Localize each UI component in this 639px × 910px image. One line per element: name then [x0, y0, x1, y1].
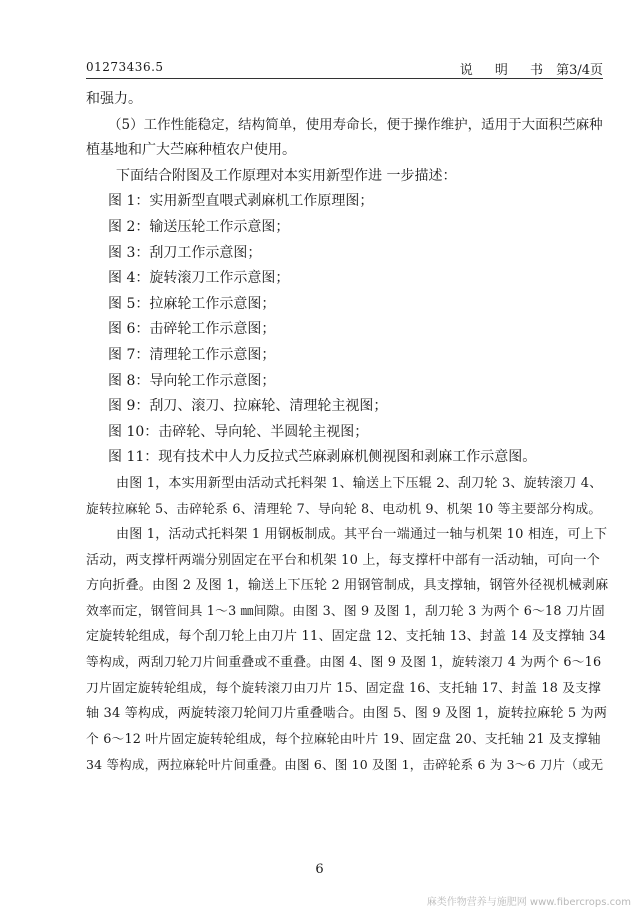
text-line: 定旋转轮组成，每个刮刀轮上由刀片 11、固定盘 12、支托轴 13、封盖 14 及支撑轴 34	[86, 629, 606, 645]
text-line: 图 7：清理轮工作示意图；	[108, 346, 276, 363]
text-line: 图 1：实用新型直喂式剥麻机工作原理图；	[108, 193, 374, 210]
text-line: 由图 1，活动式托料架 1 用钢板制成。其平台一端通过一轴与机架 10 相连，可上下	[116, 527, 608, 543]
text-line: （5）工作性能稳定，结构简单，使用寿命长，便于操作维护，适用于大面积苎麻种	[108, 116, 603, 133]
text-line: 个 6～12 叶片固定旋转轮组成，每个拉麻轮由叶片 19、固定盘 20、支托轴 21 及支撑轴	[86, 731, 601, 747]
text-line: 轴 34 等构成，两旋转滚刀轮间刀片重叠啮合。由图 5、图 9 及图 1，旋转拉麻轮 5 为两	[86, 706, 608, 722]
text-line: 和强力。	[86, 91, 142, 107]
text-line: 方向折叠。由图 2 及图 1，输送上下压轮 2 用钢管制成，具支撑轴，钢管外径视机械剥麻	[86, 578, 608, 594]
document-title: 说 明 书	[459, 63, 553, 78]
text-line: 植基地和广大苎麻种植农户使用。	[86, 142, 296, 159]
text-line: 图 4：旋转滚刀工作示意图；	[108, 270, 290, 287]
text-line: 图 9：刮刀、滚刀、拉麻轮、清理轮主视图；	[108, 398, 388, 415]
document-body	[86, 87, 608, 778]
text-line: 34 等构成，两拉麻轮叶片间重叠。由图 6、图 10 及图 1，击碎轮系 6 为 3～6 刀片（或无	[86, 757, 604, 773]
page-indicator: 第3/4页	[556, 63, 603, 78]
page-number: 6	[315, 862, 324, 877]
text-line: 图 10：击碎轮、导向轮、半圆轮主视图；	[108, 423, 369, 440]
header-right	[460, 59, 603, 78]
text-line: 下面结合附图及工作原理对本实用新型作进 一步描述：	[116, 167, 457, 184]
text-line: 等构成，两刮刀轮刀片间重叠或不重叠。由图 4、图 9 及图 1，旋转滚刀 4 为两个 6～16	[86, 655, 602, 671]
text-line: 图 8：导向轮工作示意图；	[108, 372, 276, 389]
text-line: 刀片固定旋转轮组成，每个旋转滚刀由刀片 15、固定盘 16、支托轴 17、封盖 18 及支撑	[86, 680, 602, 696]
document-number: 01273436.5	[86, 60, 164, 74]
text-line: 图 3：刮刀工作示意图；	[108, 244, 262, 261]
text-line: 旋转拉麻轮 5、击碎轮系 6、清理轮 7、导向轮 8、电动机 9、机架 10 等主要部分构成。	[86, 501, 602, 517]
text-line: 由图 1，本实用新型由活动式托料架 1、输送上下压辊 2、刮刀轮 3、旋转滚刀 4、	[116, 475, 603, 491]
watermark: 麻类作物营养与施肥网 www.fibercrops.com	[426, 897, 631, 908]
text-line: 图 5：拉麻轮工作示意图；	[108, 295, 276, 312]
text-line: 图 11：现有技术中人力反拉式苎麻剥麻机侧视图和剥麻工作示意图。	[108, 449, 537, 466]
text-line: 效率而定，钢管间具 1～3 ㎜间隙。由图 3、图 9 及图 1，刮刀轮 3 为两个 6～18 刀片固	[86, 603, 605, 619]
page-header	[86, 58, 603, 79]
text-line: 图 6：击碎轮工作示意图；	[108, 321, 276, 338]
text-line: 活动，两支撑杆两端分别固定在平台和机架 10 上，每支撑杆中部有一活动轴，可向一个	[86, 552, 601, 568]
text-line: 图 2：输送压轮工作示意图；	[108, 218, 290, 235]
